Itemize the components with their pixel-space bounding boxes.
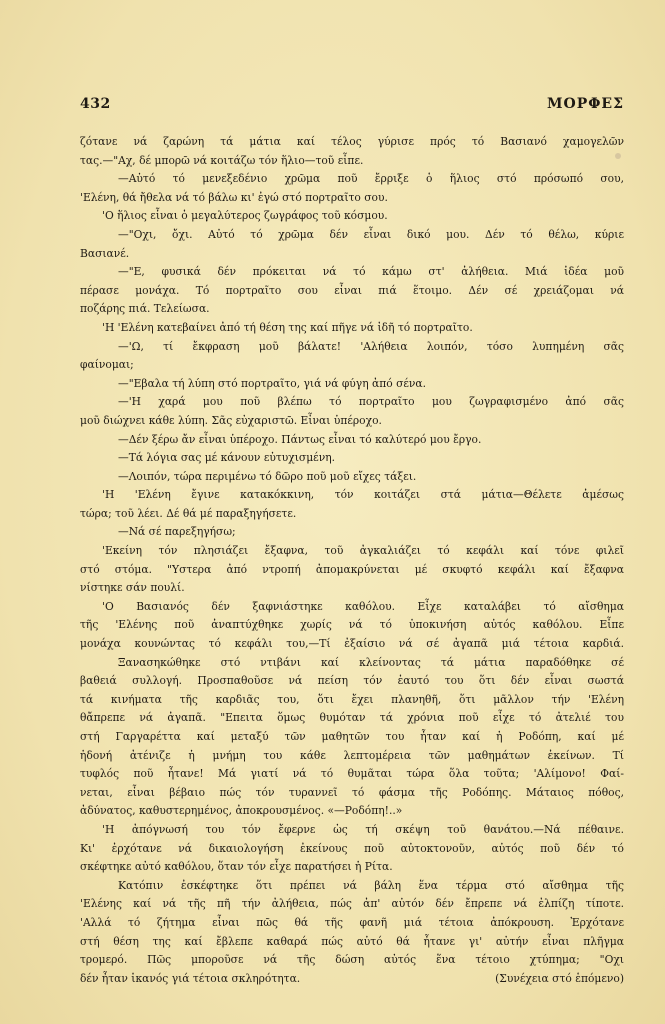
text-line: —Δέν ξέρω ἄν εἶναι ὑπέροχο. Πάντως εἶναι τό καλύτερό μου ἔργο. xyxy=(118,432,482,446)
text-line: —"Εβαλα τή λύπη στό πορτραῖτο, γιά νά φύγη ἀπό σένα. xyxy=(118,376,427,390)
text-line: τά κινήματα τῆς καρδιᾶς του, ὅτι ἔχει πλανηθῆ, ὅτι μᾶλλον τήν 'Ελένη xyxy=(80,692,624,706)
text-line: τρομερό. Πῶς μποροῦσε νά τῆς δώση αὐτός ἕνα τέτοιο χτύπημα; "Οχι xyxy=(80,953,624,967)
text-line: στή θέση της καί ἔβλεπε καθαρά πώς αὐτό θά ἦτανε γι' αὐτήν εἶναι πλῆγμα xyxy=(80,934,624,948)
text-line: 'Ο Βασιανός δέν ξαφνιάστηκε καθόλου. Εἶχε καταλάβει τό αἴσθημα xyxy=(102,599,624,613)
text-line: 'Ο ἥλιος εἶναι ὁ μεγαλύτερος ζωγράφος τοῦ κόσμου. xyxy=(102,209,388,223)
text-line: τῆς 'Ελένης ποῦ ἀναπτύχθηκε χωρίς νά τό ὑποκινήση αὐτός καθόλου. Εἶπε xyxy=(80,618,624,632)
text-line: ἡδονή ἀτένιζε ἡ μνήμη του κάθε λεπτομέρεια τῶν μαθημάτων ἐκείνων. Τί xyxy=(80,748,624,762)
text-line: στή Γαργαρέττα καί μεταξύ τῶν μαθητῶν του ἦταν καί ἡ Ροδόπη, καί μέ xyxy=(80,730,624,743)
text-line: ἀδύνατος, καθυστερημένος, ἀποκρουσμένος. «—Ροδόπη!..» xyxy=(80,804,403,818)
text-line: 'Η 'Ελένη ἔγινε κατακόκκινη, τόν κοιτάζει στά μάτια—Θέλετε ἀμέσως xyxy=(102,488,624,502)
text-line: τυφλός ποῦ ἦτανε! Μά γιατί νά τό θυμᾶται τώρα ὅλα τοῦτα; 'Αλίμονο! Φαί- xyxy=(80,767,624,781)
text-line: 'Η ἀπόγνωσή του τόν ἔφερνε ὡς τή σκέψη τοῦ θανάτου.—Νά πέθαινε. xyxy=(102,822,624,836)
page-number: 432 xyxy=(80,96,111,112)
last-line xyxy=(80,970,624,989)
text-line: ζότανε νά ζαρώνη τά μάτια καί τέλος γύρισε πρός τό Βασιανό χαμογελῶν xyxy=(80,135,624,148)
text-line: ποζάρης πιά. Τελείωσα. xyxy=(80,302,210,316)
text-line: μοῦ διώχνει κάθε λύπη. Σᾶς εὐχαριστῶ. Εἶναι ὑπέροχο. xyxy=(80,413,382,427)
text-line: Βασιανέ. xyxy=(80,246,130,260)
text-line: νεται, εἶναι βέβαιο πώς τόν τυραννεῖ τό φάσμα τῆς Ροδόπης. Μάταιος πόθος, xyxy=(80,785,624,799)
text-line: 'Ελένης καί νά τῆς πῆ τήν ἀλήθεια, πώς ἀπ' αὐτόν δέν ἔπρεπε νά ἐλπίζη τίποτε. xyxy=(80,897,624,911)
text-line: πέρασε μονάχα. Τό πορτραῖτο σου εἶναι πιά ἕτοιμο. Δέν σέ χρειάζομαι νά xyxy=(80,283,624,297)
page-header xyxy=(80,96,624,120)
text-line: τας.—"Αχ, δέ μπορῶ νά κοιτάζω τόν ἥλιο—τοῦ εἶπε. xyxy=(80,153,364,167)
text-line: στό στόμα. "Υστερα ἀπό ντροπή ἀπομακρύνεται μέ σκυφτό κεφάλι καί ἔξαφνα xyxy=(80,562,624,576)
text-line: —"Οχι, ὄχι. Αὐτό τό χρῶμα δέν εἶναι δικό μου. Δέν τό θέλω, κύριε xyxy=(118,227,624,241)
text-line: Κατόπιν ἐσκέφτηκε ὅτι πρέπει νά βάλη ἕνα τέρμα στό αἴσθημα τῆς xyxy=(118,878,624,892)
text-line: —Τά λόγια σας μέ κάνουν εὐτυχισμένη. xyxy=(118,451,336,465)
text-line: 'Ελένη, θά ἤθελα νά τό βάλω κι' ἐγώ στό πορτραῖτο σου. xyxy=(80,190,388,204)
text-line: νίστηκε σάν πουλί. xyxy=(80,581,185,595)
text-line: —'Η χαρά μου ποῦ βλέπω τό πορτραῖτο μου ζωγραφισμένο ἀπό σᾶς xyxy=(118,395,624,409)
text-line: —"Ε, φυσικά δέν πρόκειται νά τό κάμω στ' ἀλήθεια. Μιά ἰδέα μοῦ xyxy=(118,265,624,279)
text-line: φαίνομαι; xyxy=(80,358,134,372)
text-line: Κι' ἐρχότανε νά δικαιολογήση ἐκείνους ποῦ αὐτοκτονοῦν, αὐτός ποῦ δέν τό xyxy=(80,841,624,855)
text-line: Ξανασηκώθηκε στό ντιβάνι καί κλείνοντας τά μάτια παραδόθηκε σέ xyxy=(118,655,624,669)
text-body xyxy=(80,133,624,988)
continued-note: (Συνέχεια στό ἑπόμενο) xyxy=(495,971,624,985)
text-line: μονάχα κουνώντας τό κεφάλι του,—Τί ἐξαίσιο νά σέ ἀγαπᾶ μιά τέτοια καρδιά. xyxy=(80,637,624,651)
text-line: —Νά σέ παρεξηγήσω; xyxy=(118,525,236,539)
text-line: 'Η 'Ελένη κατεβαίνει ἀπό τή θέση της καί πῆγε νά ἰδῆ τό πορτραῖτο. xyxy=(102,320,473,334)
text-line: 'Αλλά τό ζήτημα εἶναι πῶς θά τῆς φανῆ μιά τέτοια ἀπόκρουση. Ἐρχότανε xyxy=(80,915,624,929)
text-line: —Αὐτό τό μενεξεδένιο χρῶμα ποῦ ἔρριξε ὁ ἥλιος στό πρόσωπό σου, xyxy=(118,172,624,186)
text-line: σκέφτηκε αὐτό καθόλου, ὅταν τόν εἶχε παρατήσει ἡ Ρίτα. xyxy=(80,860,393,874)
text-line: —Λοιπόν, τώρα περιμένω τό δῶρο ποῦ μοῦ εἴχες τάξει. xyxy=(118,469,417,483)
text-line: —'Ω, τί ἔκφραση μοῦ βάλατε! 'Αλήθεια λοιπόν, τόσο λυπημένη σᾶς xyxy=(118,339,624,353)
text-line: θἄπρεπε νά ἀγαπᾶ. "Επειτα ὅμως θυμόταν τά χρόνια ποῦ εἶχε τό ἀτελιέ του xyxy=(80,711,624,725)
text-line: βαθειά συλλογή. Προσπαθοῦσε νά πείση τόν ἑαυτό του ὅτι δέν εἶναι σωστά xyxy=(80,674,624,688)
text-line: 'Εκείνη τόν πλησιάζει ἔξαφνα, τοῦ ἀγκαλιάζει τό κεφάλι καί τόνε φιλεῖ xyxy=(102,544,624,558)
text-line: τώρα; τοῦ λέει. Δέ θά μέ παραξηγήσετε. xyxy=(80,506,297,520)
text-line: δέν ἦταν ἱκανός γιά τέτοια σκληρότητα. xyxy=(80,971,301,985)
running-head: ΜΟΡΦΕΣ xyxy=(547,96,624,112)
